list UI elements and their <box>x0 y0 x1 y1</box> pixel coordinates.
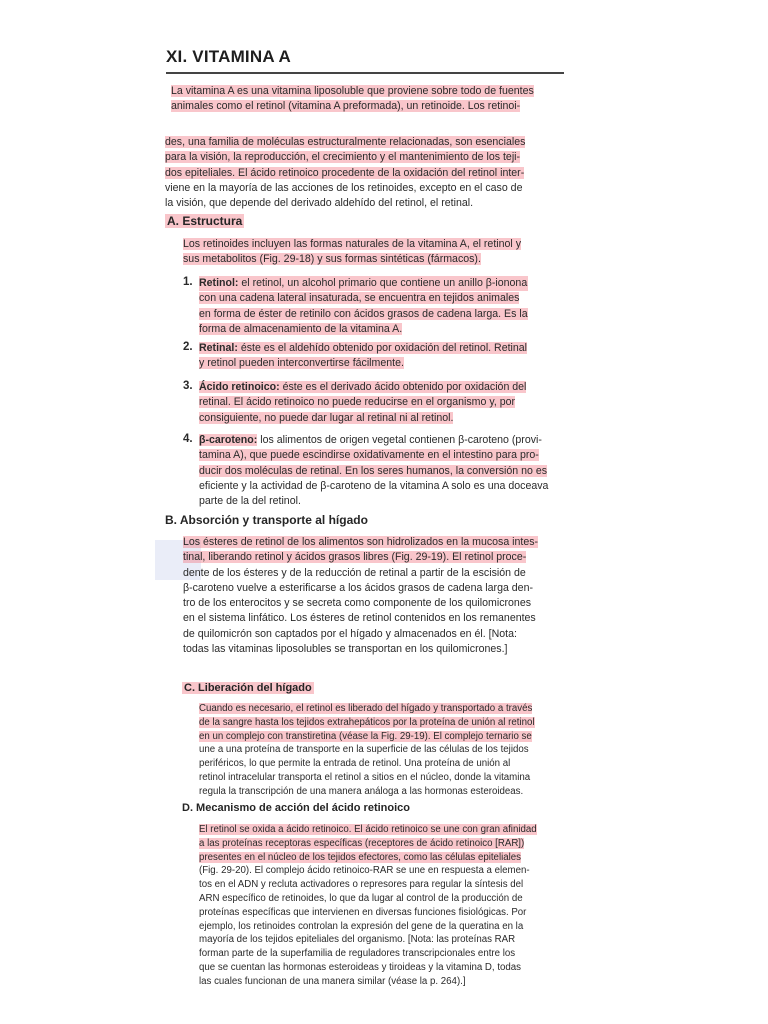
section-heading-c: C. Liberación del hígado <box>184 682 312 694</box>
section-b-text <box>183 535 538 657</box>
text-line: las cuales funcionan de una manera similar (véase la p. 264).] <box>199 975 466 987</box>
text-line: y retinol pueden interconvertirse fácilmente. <box>199 357 404 370</box>
text-line: en un complejo con transtiretina (véase la Fig. 29-19). El complejo ternario se <box>199 730 532 742</box>
text-line: consiguiente, no puede dar lugar al retinal ni al retinol. <box>199 411 454 424</box>
text-line: con una cadena lateral insaturada, se encuentra en tejidos animales <box>199 292 520 305</box>
intro-paragraph-1 <box>171 84 534 115</box>
text-line: une a una proteína de transporte en la superficie de las células de los tejidos <box>199 744 529 756</box>
text-line: retinal. El ácido retinoico no puede reducirse en el organismo y, por <box>199 396 516 409</box>
text-line: tinal, liberando retinol y ácidos grasos libres (Fig. 29-19). El retinol proce- <box>183 551 527 564</box>
text-line: en forma de éster de retinilo con ácidos grasos de cadena larga. Es la <box>199 307 528 320</box>
text-line: retinol intracelular transporta el retinol a sitios en el núcleo, donde la vitamina <box>199 771 531 783</box>
page-title: XI. VITAMINA A <box>166 47 564 74</box>
text-line: periféricos, lo que permite la entrada de retinol. Una proteína de unión al <box>199 758 511 770</box>
text-line: animales como el retinol (vitamina A preformada), un retinoide. Los retinoi- <box>171 100 521 113</box>
text-line: Retinol: el retinol, un alcohol primario que contiene un anillo β-ionona <box>199 276 528 291</box>
list-item-beta-caroteno <box>199 433 548 509</box>
text-line: ARN específico de retinoides, lo que da lugar al control de la producción de <box>199 892 523 904</box>
text-line: dente de los ésteres y de la reducción de retinal a partir de la escisión de <box>183 566 526 579</box>
text-line: Ácido retinoico: éste es el derivado ácido obtenido por oxidación del <box>199 381 527 393</box>
text-line: β-caroteno: los alimentos de origen vegetal contienen β-caroteno (provi- <box>199 434 542 446</box>
text-line: des, una familia de moléculas estructuralmente relacionadas, son esenciales <box>165 136 526 148</box>
section-a-text <box>183 237 521 268</box>
text-line: mayoría de los tejidos epiteliales del organismo. [Nota: las proteínas RAR <box>199 934 516 946</box>
text-line: La vitamina A es una vitamina liposoluble que proviene sobre todo de fuentes <box>171 85 534 97</box>
text-line: proteínas específicas que intervienen en diversas funciones fisiológicas. Por <box>199 906 527 918</box>
text-line: Retinal: éste es el aldehído obtenido por oxidación del retinol. Retinal <box>199 342 528 354</box>
section-heading-d: D. Mecanismo de acción del ácido retinoico <box>182 802 411 814</box>
text-line: ejemplo, los retinoides controlan la expresión del gene de la queratina en la <box>199 920 524 932</box>
text-line: ducir dos moléculas de retinal. En los seres humanos, la conversión no es <box>199 464 548 477</box>
text-line: en el sistema linfático. Los ésteres de retinol contenidos en los remanentes <box>183 612 536 625</box>
text-line: dos epiteliales. El ácido retinoico procedente de la oxidación del retinol inter- <box>165 166 525 179</box>
text-line: la visión, que depende del derivado aldehído del retinol, el retinal. <box>165 197 474 210</box>
text-line: sus metabolitos (Fig. 29-18) y sus formas sintéticas (fármacos). <box>183 253 481 266</box>
list-item-retinol <box>199 276 528 337</box>
intro-paragraph-2 <box>165 135 525 211</box>
text-line: Los ésteres de retinol de los alimentos son hidrolizados en la mucosa intes- <box>183 536 539 548</box>
text-line: Los retinoides incluyen las formas naturales de la vitamina A, el retinol y <box>183 238 521 250</box>
list-number: 4. <box>183 433 193 445</box>
text-line: presentes en el núcleo de los tejidos efectores, como las células epiteliales <box>199 851 522 863</box>
text-line: para la visión, la reproducción, el crecimiento y el mantenimiento de los teji- <box>165 151 521 164</box>
text-line: viene en la mayoría de las acciones de los retinoides, excepto en el caso de <box>165 181 523 194</box>
section-heading-b: B. Absorción y transporte al hígado <box>165 513 368 527</box>
text-line: (Fig. 29-20). El complejo ácido retinoico-RAR se une en respuesta a elemen- <box>199 865 530 877</box>
text-line: tos en el ADN y recluta activadores o represores para regular la síntesis del <box>199 879 524 891</box>
list-number: 1. <box>183 276 193 288</box>
text-line: de la sangre hasta los tejidos extrahepáticos por la proteína de unión al retinol <box>199 716 535 728</box>
text-line: tamina A), que puede escindirse oxidativamente en el intestino para pro- <box>199 449 539 462</box>
text-line: regula la transcripción de una manera análoga a las hormonas esteroideas. <box>199 785 524 797</box>
text-line: de quilomicrón son captados por el hígado y almacenados en él. [Nota: <box>183 627 517 640</box>
list-item-acido-retinoico <box>199 380 526 426</box>
text-line: parte de la del retinol. <box>199 495 301 508</box>
text-line: Cuando es necesario, el retinol es liberado del hígado y transportado a través <box>199 703 533 714</box>
text-line: El retinol se oxida a ácido retinoico. El ácido retinoico se une con gran afinidad <box>199 824 537 835</box>
section-c-text <box>199 702 535 799</box>
text-line: a las proteínas receptoras específicas (receptores de ácido retinoico [RAR]) <box>199 837 525 849</box>
text-line: β-caroteno vuelve a esterificarse a los ácidos grasos de cadena larga den- <box>183 581 533 594</box>
list-number: 3. <box>183 380 193 392</box>
text-line: todas las vitaminas liposolubles se transportan en los quilomicrones.] <box>183 643 508 656</box>
list-number: 2. <box>183 341 193 353</box>
section-heading-a: A. Estructura <box>167 214 243 228</box>
text-line: forman parte de la superfamilia de reguladores transcripcionales entre los <box>199 948 516 960</box>
text-line: que se cuentan las hormonas esteroideas y tiroideas y la vitamina D, todas <box>199 961 522 973</box>
section-d-text <box>199 823 537 989</box>
text-line: tro de los enterocitos y se secreta como componente de los quilomicrones <box>183 597 532 610</box>
text-line: eficiente y la actividad de β-caroteno de la vitamina A solo es una doceava <box>199 479 549 492</box>
text-line: forma de almacenamiento de la vitamina A. <box>199 322 403 335</box>
list-item-retinal <box>199 341 527 372</box>
